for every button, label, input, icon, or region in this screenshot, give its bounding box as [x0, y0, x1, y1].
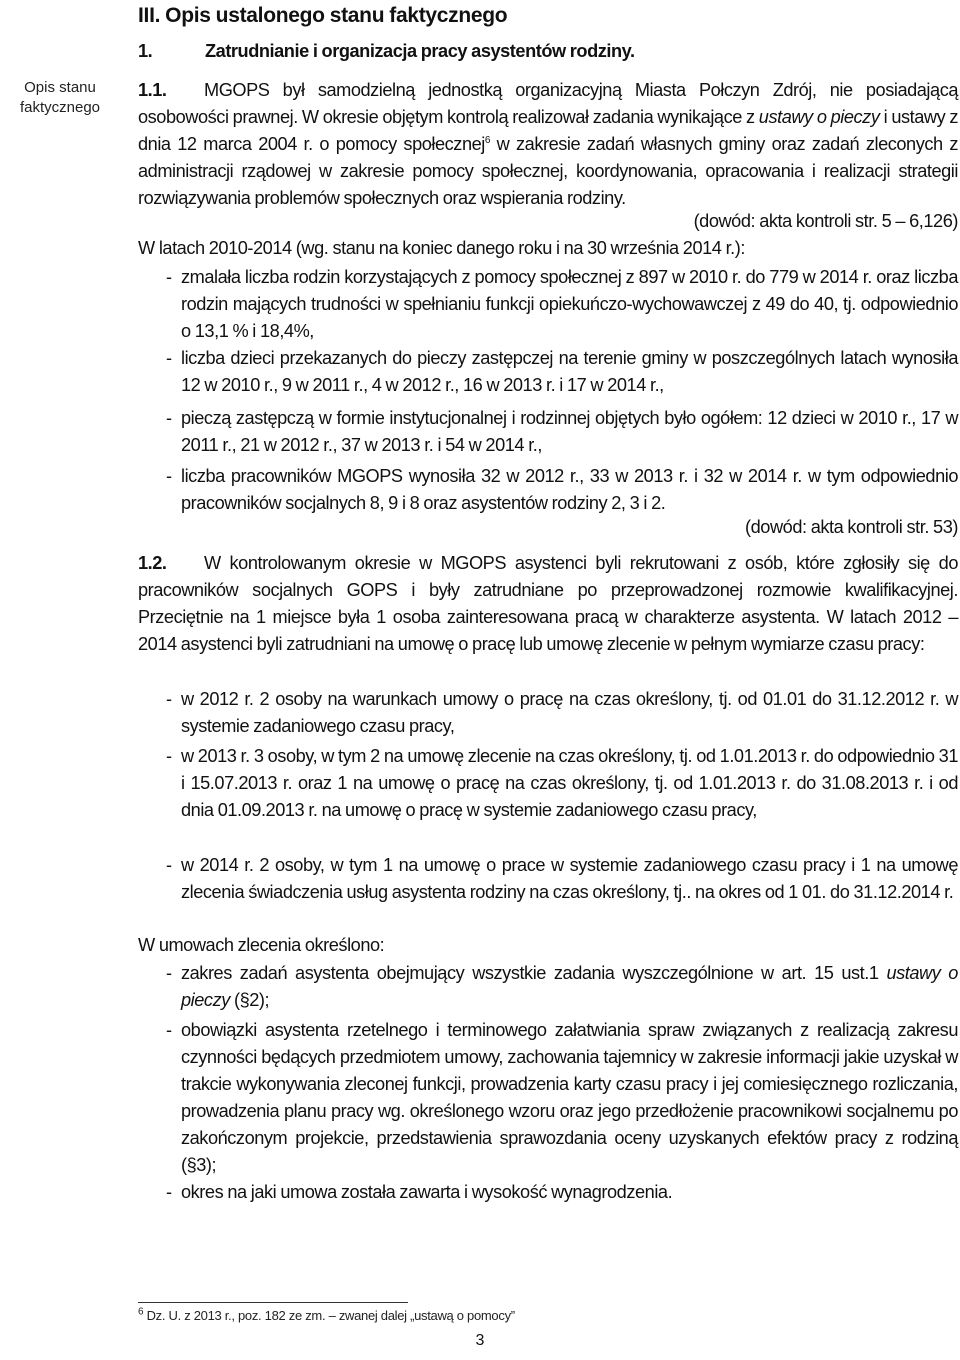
list-item-italic: ustawy o pieczy: [181, 963, 958, 1010]
list-item-text: zmalała liczba rodzin korzystających z pomocy społecznej z 897 w 2010 r. do 779 w 2014 r. oraz liczba rodzin mających trudności w spełnianiu funkcji opiekuńczo-wychowawczej z 49 do 40, tj. odpowiednio o 13,1 % i 18,4%,: [181, 267, 958, 341]
margin-side-note: Opis stanu faktycznego: [19, 79, 101, 116]
list-item-text: okres na jaki umowa została zawarta i wysokość wynagrodzenia.: [181, 1182, 673, 1202]
footnote-reference: 6: [484, 134, 490, 146]
list-item-text: pieczą zastępczą w formie instytucjonalnej i rodzinnej objętych było ogółem: 12 dzieci w 2010 r., 17 w 2011 r., 21 w 2012 r., 37 w 2013 r. i 54 w 2014 r.,: [181, 408, 958, 455]
paragraph-number: 1.1.: [138, 80, 167, 100]
page-number: 3: [475, 1332, 485, 1349]
footnote-number: 6: [138, 1306, 144, 1318]
list-item: [166, 345, 958, 399]
list-item-text: w 2012 r. 2 osoby na warunkach umowy o pracę na czas określony, tj. od 01.01 do 31.12.2012 r. w systemie zadaniowego czasu pracy,: [181, 689, 958, 736]
list-item-text-a: zakres zadań asystenta obejmujący wszystkie zadania wyszczególnione w art. 15 ust.1: [181, 963, 887, 983]
list-item: [166, 405, 958, 459]
list-item: [166, 743, 958, 824]
list-item-text-b: (§2);: [229, 990, 270, 1010]
list-item: [166, 1017, 958, 1179]
list-item: [166, 463, 958, 517]
list-dash: -: [166, 348, 172, 368]
list-dash: -: [166, 963, 172, 983]
list-item-text: [181, 960, 958, 1014]
section-heading: III. Opis ustalonego stanu faktycznego: [138, 4, 508, 27]
list-dash: -: [166, 746, 172, 766]
paragraph-text: W kontrolowanym okresie w MGOPS asystenci byli rekrutowani z osób, które zgłosiły się do pracowników socjalnych GOPS i były zatrudniane po przeprowadzonej rozmowie kwalifikacyjnej. Przeciętnie na 1 miejsce była 1 osoba zainteresowana pracą w charakterze asystenta. W latach 2012 – 2014 asystenci byli zatrudniani na umowę o pracę lub umowę zlecenie w pełnym wymiarze czasu pracy:: [138, 553, 958, 654]
footnote-text: Dz. U. z 2013 r., poz. 182 ze zm. – zwanej dalej „ustawą o pomocy”: [146, 1308, 515, 1323]
list-item: [166, 960, 958, 1014]
list-item: [166, 686, 958, 740]
list-item-text: w 2013 r. 3 osoby, w tym 2 na umowę zlecenie na czas określony, tj. od 1.01.2013 r. do odpowiednio 31 i 15.07.2013 r. oraz 1 na umowę o pracę na czas określony, tj. od 1.01.2013 r. do 31.08.2013 r. i od dnia 01.09.2013 r. na umowę o pracę w systemie zadaniowego czasu pracy,: [181, 746, 958, 820]
contracts-intro: W umowach zlecenia określono:: [138, 935, 385, 955]
paragraph-1-2: [138, 550, 958, 658]
list-item-text: liczba pracowników MGOPS wynosiła 32 w 2012 r., 33 w 2013 r. i 32 w 2014 r. w tym odpowiednio pracowników socjalnych 8, 9 i 8 oraz asystentów rodziny 2, 3 i 2.: [181, 466, 958, 513]
paragraph-italic-a: ustawy o pieczy: [758, 107, 880, 127]
list-item: [166, 264, 958, 345]
list-item-text: obowiązki asystenta rzetelnego i terminowego załatwiania spraw związanych z realizacją zakresu czynności będących przedmiotem umowy, zachowania tajemnicy w zakresie informacji jakie uzyskał w trakcie wykonywania zleconej funkcji, prowadzenia karty czasu pracy i jej comiesięcznego rozliczania, prowadzenia planu pracy wg. określonego wzoru oraz jego przedłożenie pracownikowi socjalnemu po zakończonym projekcie, przedstawienia sprawozdania oceny uzyskanych efektów pracy z rodziną (§3);: [181, 1020, 958, 1175]
list-dash: -: [166, 689, 172, 709]
footnote: [138, 1308, 515, 1324]
subsection-number: 1.: [138, 41, 153, 61]
paragraph-number: 1.2.: [138, 553, 167, 573]
evidence-note-2: (dowód: akta kontroli str. 53): [745, 517, 958, 537]
list-dash: -: [166, 267, 172, 287]
list-item: [166, 1179, 958, 1206]
list-item-text: w 2014 r. 2 osoby, w tym 1 na umowę o prace w systemie zadaniowego czasu pracy i 1 na umowę zlecenia świadczenia usług asystenta rodziny na czas określony, tj.. na okres od 1 01. do 31.12.2014 r.: [181, 855, 958, 902]
list-item-text: liczba dzieci przekazanych do pieczy zastępczej na terenie gminy w poszczególnych latach wynosiła 12 w 2010 r., 9 w 2011 r., 4 w 2012 r., 16 w 2013 r. i 17 w 2014 r.,: [181, 348, 958, 395]
paragraph-1-1: [138, 77, 958, 212]
subsection-heading: [138, 38, 635, 65]
paragraph-text-b: i ustawy z dnia 12 marca 2004 r. o pomocy społecznej: [138, 107, 958, 154]
subsection-title: Zatrudnianie i organizacja pracy asystentów rodziny.: [205, 41, 635, 61]
list-item: [166, 852, 958, 906]
footnote-divider: [138, 1302, 408, 1303]
list-dash: -: [166, 466, 172, 486]
list-dash: -: [166, 855, 172, 875]
years-intro: W latach 2010-2014 (wg. stanu na koniec danego roku i na 30 września 2014 r.):: [138, 238, 745, 258]
list-dash: -: [166, 1182, 172, 1202]
list-dash: -: [166, 1020, 172, 1040]
list-dash: -: [166, 408, 172, 428]
paragraph-text-a: MGOPS był samodzielną jednostką organizacyjną Miasta Połczyn Zdrój, nie posiadającą osobowości prawnej. W okresie objętym kontrolą realizował zadania wynikające z: [138, 80, 958, 127]
evidence-note-1: (dowód: akta kontroli str. 5 – 6,126): [693, 211, 958, 231]
paragraph-text-c: w zakresie zadań własnych gminy oraz zadań zleconych z administracji rządowej w zakresie pomocy społecznej, koordynowania, opracowania i realizacji strategii rozwiązywania problemów społecznych oraz wspierania rodziny.: [138, 134, 958, 208]
